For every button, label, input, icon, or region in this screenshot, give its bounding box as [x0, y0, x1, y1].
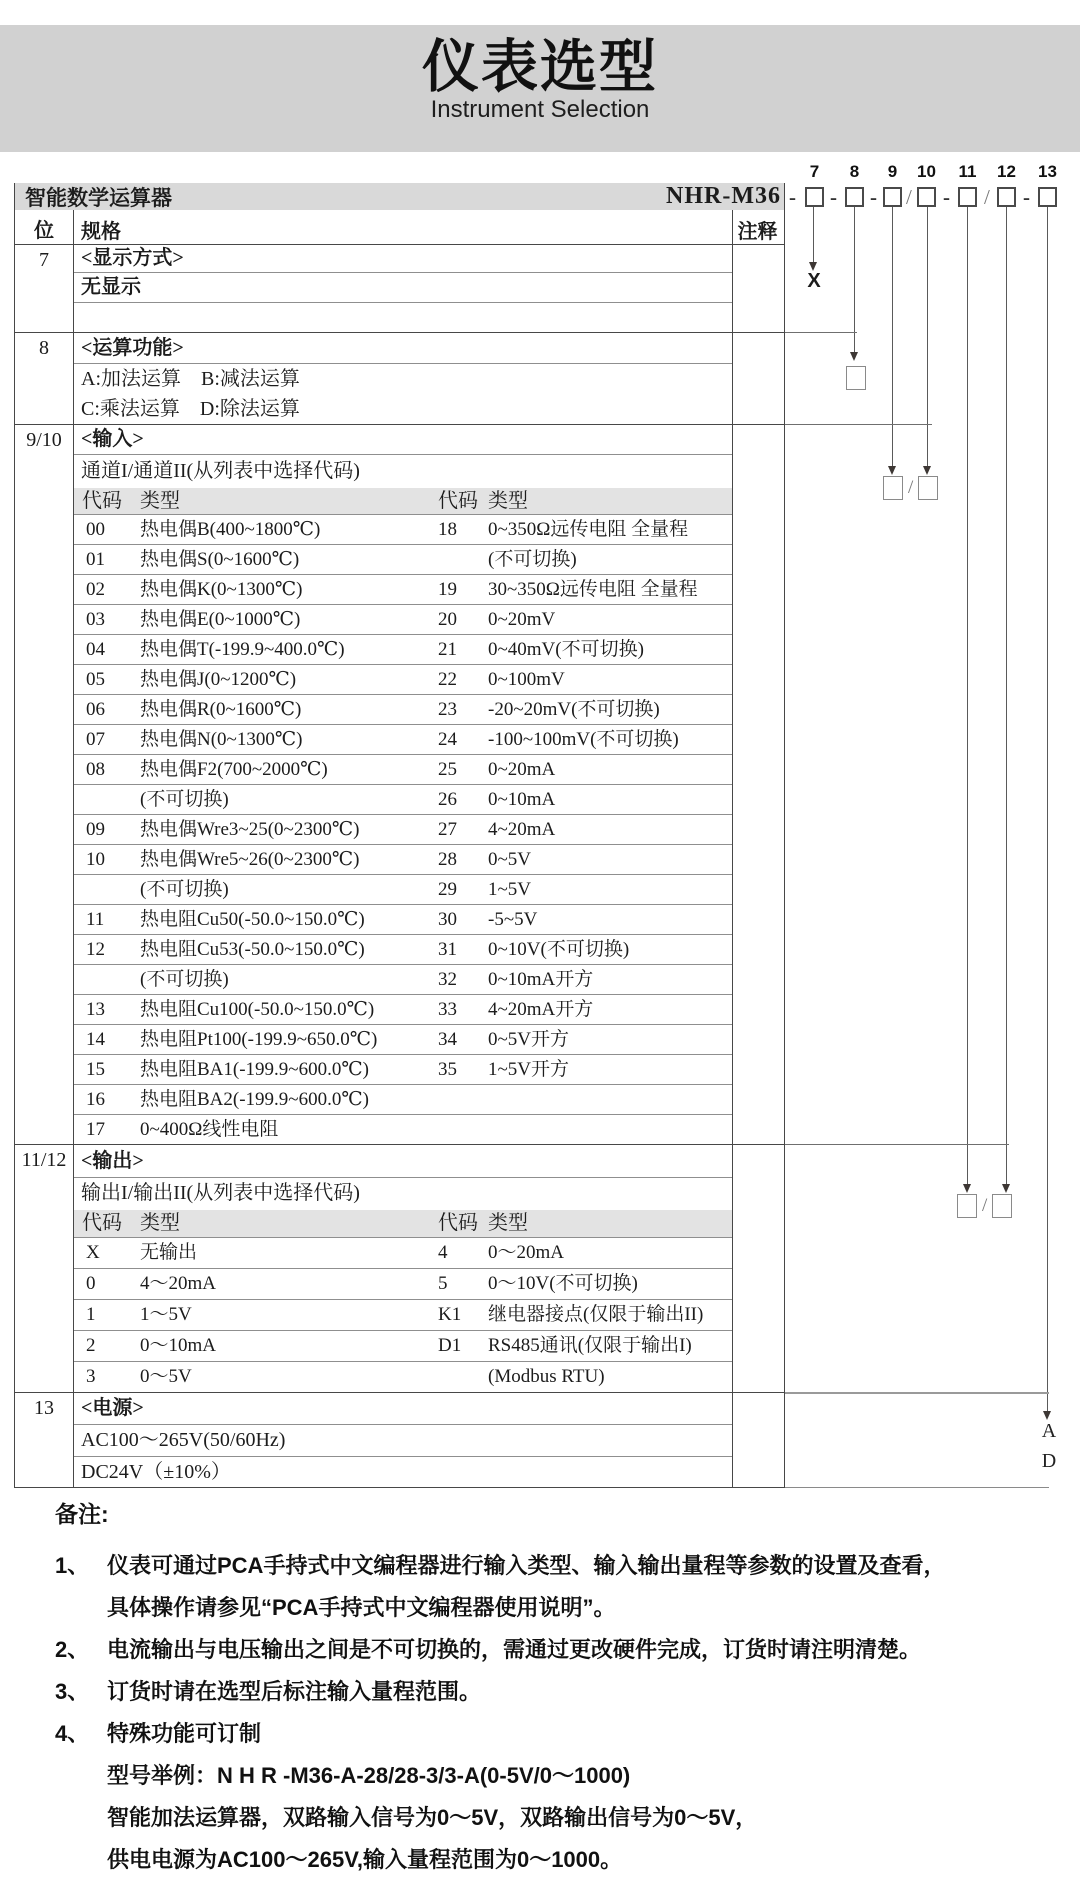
section-8 — [15, 333, 784, 425]
input-code-row-code2: 32 — [438, 969, 457, 990]
input-code-row-type: 热电偶J(0~1200℃) — [140, 669, 297, 690]
output-code-row-code: 1 — [86, 1304, 96, 1325]
code-separator-4: / — [906, 185, 912, 209]
input-code-row — [74, 1055, 732, 1085]
code-separator-5: - — [943, 185, 950, 209]
code-separator-6: / — [984, 185, 990, 209]
input-code-row-code: 08 — [86, 759, 105, 780]
input-code-row — [74, 635, 732, 665]
output-code-row — [74, 1269, 732, 1300]
input-code-row-code2: 31 — [438, 939, 457, 960]
input-code-row — [74, 545, 732, 575]
notes-section — [55, 1496, 1065, 1881]
input-code-row-code2: 25 — [438, 759, 457, 780]
input-code-row-code — [74, 965, 134, 994]
input-code-row-type: (不可切换) — [140, 879, 229, 900]
power-code-dc: D — [1041, 1450, 1057, 1472]
model-digit-box-11 — [958, 187, 977, 207]
pair-slash: / — [908, 477, 914, 498]
table-header-row — [15, 210, 784, 245]
output-code-row-type2: (Modbus RTU) — [488, 1366, 605, 1387]
input-code-row-type2: 4~20mA — [488, 819, 556, 840]
input-code-row-code2: 28 — [438, 849, 457, 870]
note-line: 具体操作请参见“PCA手持式中文编程器使用说明”。 — [107, 1595, 616, 1620]
page-title: 仪表选型 — [422, 35, 658, 99]
section-8-options-row1: A:加法运算 B:减法运算 — [81, 368, 300, 390]
input-code-table-body — [74, 515, 732, 1145]
note-lines — [107, 1713, 1065, 1881]
output-code-table-header — [74, 1210, 732, 1238]
output-code-row-type2: 继电器接点(仅限于输出II) — [488, 1304, 704, 1325]
input-code-row-code2: 21 — [438, 639, 457, 660]
input-code-row — [74, 905, 732, 935]
input-code-row-type2: 1~5V — [488, 879, 532, 900]
section-7-option: 无显示 — [74, 273, 732, 303]
section-11-12-subtitle: 输出I/输出II(从列表中选择代码) — [81, 1182, 360, 1204]
channel-2-code-box — [918, 476, 938, 500]
input-code-row-code: 17 — [86, 1119, 105, 1140]
input-code-row-code2: 23 — [438, 699, 457, 720]
input-code-row-type: 热电阻BA1(-199.9~600.0℃) — [140, 1059, 369, 1080]
input-col-type-2: 类型 — [488, 490, 528, 512]
digit-label-12: 12 — [997, 162, 1016, 181]
input-code-row-code2: 33 — [438, 999, 457, 1020]
section-9-10-code-boxes — [883, 476, 938, 500]
section-9-10 — [15, 425, 784, 1145]
output-code-row-code2: 5 — [438, 1273, 448, 1294]
output-code-row-type2: 0～10V(不可切换) — [488, 1273, 638, 1294]
code-separator-2: - — [830, 185, 837, 209]
output-code-row-code2: K1 — [438, 1304, 462, 1325]
section-11-12-note-cell — [733, 1145, 782, 1392]
input-code-row-type2: -20~20mV(不可切换) — [488, 699, 660, 720]
output-code-row-code: 3 — [86, 1366, 96, 1387]
digit-label-9: 9 — [887, 162, 898, 181]
model-band — [15, 183, 784, 210]
col-header-spec: 规格 — [74, 210, 733, 244]
input-code-row-type: 热电偶E(0~1000℃) — [140, 609, 301, 630]
note-lines — [107, 1545, 1065, 1629]
input-code-row — [74, 785, 732, 815]
output-2-code-box — [992, 1194, 1012, 1218]
input-code-row-code: 10 — [86, 849, 105, 870]
note-line: 电流输出与电压输出之间是不可切换的，需通过更改硬件完成，订货时请注明清楚。 — [107, 1637, 922, 1662]
section-10-11-divider-extension — [785, 1144, 1009, 1145]
section-13-option-ac: AC100～265V(50/60Hz) — [74, 1425, 732, 1457]
input-code-row-type: 热电偶Wre5~26(0~2300℃) — [140, 849, 360, 870]
section-8-position: 8 — [15, 333, 74, 424]
input-code-row-code: 11 — [86, 909, 105, 930]
notes-label: 备注: — [55, 1501, 109, 1527]
input-code-row-code: 12 — [86, 939, 105, 960]
input-code-row-code: 00 — [86, 519, 105, 540]
output-code-row-type2: RS485通讯(仅限于输出I) — [488, 1335, 692, 1356]
output-code-row-type: 0～5V — [140, 1366, 192, 1387]
input-code-row-code2: 19 — [438, 579, 457, 600]
section-13-position: 13 — [15, 1393, 74, 1488]
input-code-row-type: 热电偶K(0~1300℃) — [140, 579, 303, 600]
note-marker: 4、 — [55, 1721, 90, 1746]
section-7-code-mark: X — [807, 270, 821, 292]
model-digit-box-8 — [845, 187, 864, 207]
input-code-row-type: 热电阻Cu53(-50.0~150.0℃) — [140, 939, 365, 960]
digit-label-10: 10 — [917, 162, 936, 181]
section-13-note-cell — [733, 1393, 782, 1488]
section-7-8-divider-extension — [785, 332, 857, 333]
output-code-row — [74, 1238, 732, 1269]
input-code-row-type: 热电阻BA2(-199.9~600.0℃) — [140, 1089, 369, 1110]
input-code-row-code2: 30 — [438, 909, 457, 930]
input-code-row — [74, 575, 732, 605]
input-code-row — [74, 755, 732, 785]
input-code-row — [74, 1025, 732, 1055]
input-code-row-type2: 0~100mV — [488, 669, 565, 690]
input-col-type-1: 类型 — [140, 490, 180, 512]
digit-label-13: 13 — [1038, 162, 1057, 181]
input-code-row-type2: -100~100mV(不可切换) — [488, 729, 679, 750]
leader-line-10 — [927, 207, 928, 471]
section-7-position: 7 — [15, 245, 74, 332]
input-code-row — [74, 695, 732, 725]
code-separator-3: - — [870, 185, 877, 209]
input-code-row-code: 16 — [86, 1089, 105, 1110]
page-subtitle: Instrument Selection — [430, 96, 650, 123]
output-col-type-2: 类型 — [488, 1212, 528, 1234]
note-line: 订货时请在选型后标注输入量程范围。 — [107, 1679, 482, 1704]
leader-line-12 — [1006, 207, 1007, 1189]
input-code-row-code2: 27 — [438, 819, 457, 840]
input-col-code-2: 代码 — [438, 490, 478, 512]
note-line: 仪表可通过PCA手持式中文编程器进行输入类型、输入输出量程等参数的设置及查看， — [107, 1553, 946, 1578]
section-9-10-subtitle: 通道I/通道II(从列表中选择代码) — [81, 460, 360, 482]
input-code-row-type: 热电阻Pt100(-199.9~650.0℃) — [140, 1029, 378, 1050]
input-code-row — [74, 605, 732, 635]
selection-table — [14, 183, 785, 1488]
note-line: 特殊功能可订制 — [107, 1721, 262, 1746]
input-code-row-code2: 29 — [438, 879, 457, 900]
input-code-row-code — [74, 875, 134, 904]
output-col-type-1: 类型 — [140, 1212, 180, 1234]
section-9-10-note-cell — [733, 425, 782, 1144]
input-code-row-type2: -5~5V — [488, 909, 538, 930]
section-13-option-dc: DC24V（±10%） — [81, 1461, 231, 1483]
input-code-row-type: (不可切换) — [140, 969, 229, 990]
model-digit-box-9 — [883, 187, 902, 207]
section-11-12-position: 11/12 — [15, 1145, 74, 1392]
input-code-row-type: 热电偶R(0~1600℃) — [140, 699, 302, 720]
leader-line-13 — [1047, 207, 1048, 1416]
input-code-row-type2: 0~5V — [488, 849, 532, 870]
input-code-row-type2: 0~20mA — [488, 759, 556, 780]
input-code-row — [74, 665, 732, 695]
input-code-row-type: 热电偶S(0~1600℃) — [140, 549, 300, 570]
input-code-row-type: 热电偶T(-199.9~400.0℃) — [140, 639, 345, 660]
model-digit-box-13 — [1038, 187, 1057, 207]
input-code-row-type2: 30~350Ω远传电阻 全量程 — [488, 579, 698, 600]
input-code-row-type2: 0~40mV(不可切换) — [488, 639, 644, 660]
output-code-table-body — [74, 1238, 732, 1393]
section-7-empty-line — [74, 303, 732, 332]
output-code-row-code: X — [86, 1242, 100, 1263]
note-lines — [107, 1671, 1065, 1713]
section-7-title: <显示方式> — [74, 245, 732, 273]
input-code-row — [74, 845, 732, 875]
channel-1-code-box — [883, 476, 903, 500]
output-1-code-box — [957, 1194, 977, 1218]
leader-line-8 — [854, 207, 855, 357]
code-separator-7: - — [1023, 185, 1030, 209]
section-8-title: <运算功能> — [74, 333, 732, 364]
notes-items — [55, 1545, 1065, 1881]
input-code-row-type2 — [482, 1115, 732, 1145]
note-lines — [107, 1629, 1065, 1671]
note-line: 供电电源为AC100～265V,输入量程范围为0～1000。 — [107, 1847, 623, 1872]
code-separator-1: - — [789, 185, 796, 209]
section-13 — [15, 1393, 784, 1488]
section-11-12 — [15, 1145, 784, 1393]
model-digit-box-7 — [805, 187, 824, 207]
input-code-row-code2 — [430, 1085, 482, 1114]
model-digit-box-10 — [917, 187, 936, 207]
note-item — [55, 1671, 1065, 1713]
digit-label-7: 7 — [809, 162, 820, 181]
input-code-row-type2: 0~20mV — [488, 609, 556, 630]
input-code-row-type: 热电阻Cu100(-50.0~150.0℃) — [140, 999, 375, 1020]
input-code-row-code2: 26 — [438, 789, 457, 810]
input-code-row — [74, 875, 732, 905]
input-code-row-type2: (不可切换) — [488, 549, 577, 570]
input-code-row-type2: 4~20mA开方 — [488, 999, 594, 1020]
section-8-note-cell — [733, 333, 782, 424]
input-code-row — [74, 935, 732, 965]
note-marker: 1、 — [55, 1553, 90, 1578]
output-code-row-type: 无输出 — [140, 1242, 198, 1263]
page-banner — [0, 25, 1080, 152]
input-code-row — [74, 515, 732, 545]
input-code-row-code: 07 — [86, 729, 105, 750]
note-marker: 2、 — [55, 1637, 90, 1662]
input-code-row-code: 05 — [86, 669, 105, 690]
input-code-row-type: 热电阻Cu50(-50.0~150.0℃) — [140, 909, 365, 930]
input-code-row — [74, 815, 732, 845]
input-code-row-code2: 35 — [438, 1059, 457, 1080]
input-code-row-code: 09 — [86, 819, 105, 840]
output-code-row-code2 — [430, 1362, 482, 1393]
input-code-row-code: 01 — [86, 549, 105, 570]
section-7-note-cell — [733, 245, 782, 332]
power-code-ac: A — [1041, 1420, 1057, 1442]
output-code-row-type2: 0～20mA — [488, 1242, 565, 1263]
input-code-row-code2: 22 — [438, 669, 457, 690]
section-9-10-title: <输入> — [74, 425, 732, 455]
note-item — [55, 1629, 1065, 1671]
pair-slash: / — [982, 1195, 988, 1216]
digit-label-8: 8 — [849, 162, 860, 181]
input-code-row-type: 热电偶Wre3~25(0~2300℃) — [140, 819, 360, 840]
output-code-row-code: 0 — [86, 1273, 96, 1294]
input-code-row — [74, 1085, 732, 1115]
section-13-title: <电源> — [74, 1393, 732, 1425]
input-code-table-header — [74, 488, 732, 515]
note-item — [55, 1713, 1065, 1881]
input-code-row-code2: 18 — [438, 519, 457, 540]
output-code-row-code: 2 — [86, 1335, 96, 1356]
output-code-row — [74, 1331, 732, 1362]
output-code-row-type: 1～5V — [140, 1304, 192, 1325]
input-code-row-code: 04 — [86, 639, 105, 660]
input-code-row-code2: 34 — [438, 1029, 457, 1050]
note-line: 型号举例：N H R -M36-A-28/28-3/3-A(0-5V/0～1000) — [107, 1763, 631, 1788]
input-code-row — [74, 725, 732, 755]
input-code-row-type2: 0~10mA开方 — [488, 969, 594, 990]
output-code-row — [74, 1362, 732, 1393]
input-code-row-type2: 0~10mA — [488, 789, 556, 810]
input-code-row-type2: 0~350Ω远传电阻 全量程 — [488, 519, 689, 540]
note-item — [55, 1545, 1065, 1629]
output-code-row-code2: D1 — [438, 1335, 462, 1356]
input-code-row-code: 13 — [86, 999, 105, 1020]
input-code-row-code: 15 — [86, 1059, 105, 1080]
input-code-row-code: 14 — [86, 1029, 105, 1050]
section-7 — [15, 245, 784, 333]
input-code-row-code2 — [430, 1115, 482, 1145]
input-code-row-type: (不可切换) — [140, 789, 229, 810]
input-code-row-type: 热电偶B(400~1800℃) — [140, 519, 321, 540]
col-header-note: 注释 — [737, 221, 778, 243]
output-code-row-type: 0～10mA — [140, 1335, 217, 1356]
input-code-row — [74, 965, 732, 995]
model-code: NHR-M36 — [666, 183, 781, 209]
section-9-10-position: 9/10 — [15, 425, 74, 1144]
output-code-row-code2: 4 — [438, 1242, 448, 1263]
input-code-row-code — [74, 785, 134, 814]
output-col-code-2: 代码 — [438, 1212, 478, 1234]
section-8-9-divider-extension — [785, 424, 932, 425]
input-code-row-type2: 0~5V开方 — [488, 1029, 570, 1050]
section-11-12-title: <输出> — [74, 1145, 732, 1178]
input-code-row — [74, 1115, 732, 1145]
section-11-12-code-boxes — [957, 1194, 1012, 1218]
input-code-row — [74, 995, 732, 1025]
input-code-row-type2: 1~5V开方 — [488, 1059, 570, 1080]
leader-line-9 — [892, 207, 893, 471]
model-digit-box-12 — [997, 187, 1016, 207]
table-bottom-extension — [785, 1487, 1049, 1488]
col-header-position: 位 — [15, 210, 74, 244]
input-code-row-code: 02 — [86, 579, 105, 600]
section-8-options-row2: C:乘法运算 D:除法运算 — [81, 398, 300, 420]
input-code-row-type: 0~400Ω线性电阻 — [140, 1119, 279, 1140]
input-col-code-1: 代码 — [82, 490, 122, 512]
output-code-row-type: 4～20mA — [140, 1273, 217, 1294]
section-12-13-divider-extension — [785, 1392, 1049, 1394]
note-line: 智能加法运算器，双路输入信号为0～5V，双路输出信号为0～5V， — [107, 1805, 758, 1830]
input-code-row-code: 03 — [86, 609, 105, 630]
product-name: 智能数学运算器 — [25, 185, 172, 210]
input-code-row-code2: 24 — [438, 729, 457, 750]
input-code-row-type: 热电偶F2(700~2000℃) — [140, 759, 328, 780]
leader-line-7 — [813, 207, 814, 267]
output-code-row — [74, 1300, 732, 1331]
digit-label-11: 11 — [958, 162, 977, 181]
note-marker: 3、 — [55, 1679, 90, 1704]
input-code-row-type: 热电偶N(0~1300℃) — [140, 729, 303, 750]
section-8-code-box — [846, 366, 866, 390]
input-code-row-code: 06 — [86, 699, 105, 720]
input-code-row-type2 — [482, 1085, 732, 1114]
input-code-row-code2: 20 — [438, 609, 457, 630]
input-code-row-type2: 0~10V(不可切换) — [488, 939, 630, 960]
output-col-code-1: 代码 — [82, 1212, 122, 1234]
leader-line-11 — [967, 207, 968, 1189]
input-code-row-code2 — [430, 545, 482, 574]
